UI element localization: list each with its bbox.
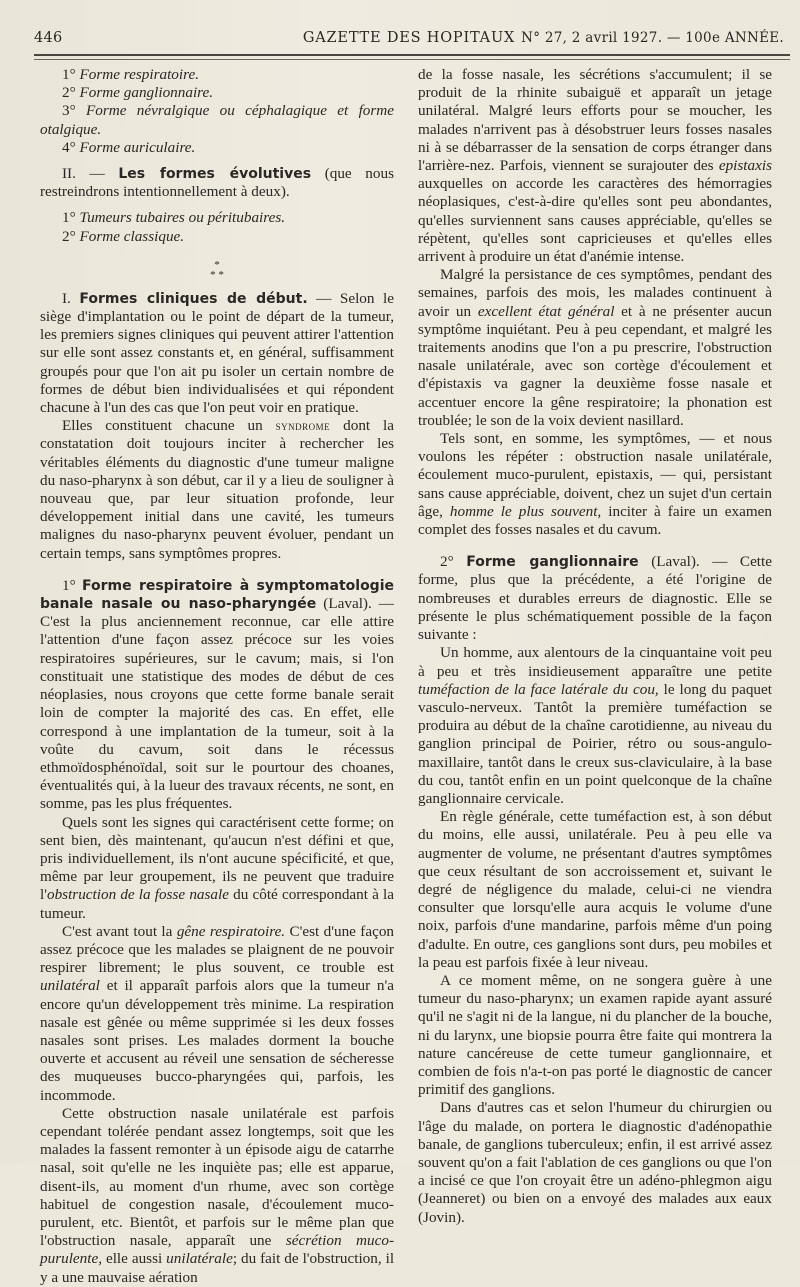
header-rule-thin (34, 59, 790, 60)
paragraph-gene: C'est avant tout la gêne respiratoire. C'est d'une façon assez précoce que les malades se plaignent de ne pouvoir respirer librement; le plus souvent, ce trouble est unilatéral et il apparaît parfois alors que la tumeur n'a encore qu'un développement très minime. La respiration nasale est gênée ou même supprimée si les deux fosses nasales sont prises. Les malades dorment la bouche ouverte et accusent au réveil une sensation de sécheresse des muqueuses bucco-pharyngées qui, parfois, les incommode. (40, 922, 395, 1104)
list-item: 2° Forme classique. (62, 227, 185, 245)
paragraph-formes-cliniques: I. Formes cliniques de début. — Selon le siège d'implantation ou le point de départ de la tumeur, les premiers signes cliniques qui peuvent attirer l'attention sur elle sont assez constants et, en général, suffisamment groupés pour que l'on ait pu isoler un certain nombre de formes de début bien individualisées et qui répondent chacune à l'un des cas que l'on peut voir en pratique. (40, 289, 394, 417)
section-ornament: * * * (210, 258, 224, 281)
paragraph-obstruction: Cette obstruction nasale unilatérale est parfois cependant tolérée pendant assez longtemps, soit que les malades la fassent remonter à un épisode aigu de catarrhe nasal, soit qu'elle ne les inquiète pas; elle est apparue, disent-ils, au moment d'un rhume, avec son cortège habituel de congestion nasale, d'écoulement muco-purulent, etc. Bientôt, et parfois sur le même plan que l'obstruction nasale, apparaît une sécrétion muco-purulente, elle aussi unilatérale; du fait de l'obstruction, il y a une mauvaise aération (40, 1104, 395, 1286)
paragraph-syndrome: Elles constituent chacune un syndrome dont la constatation doit toujours inciter à rechercher les véritables éléments du diagnostic d'une tumeur maligne du naso-pharynx à son début, car il y a lieu de souligner à nouveau que, par leur situation profonde, leur développement initial dans une cavité, les tumeurs malignes du naso-pharynx peuvent évoluer, pendant un certain temps, sans symptômes propres. (40, 417, 395, 562)
paragraph-malgre: Malgré la persistance de ces symptômes, pendant des semaines, parfois des mois, les malades continuent à avoir un excellent état général et à ne présenter aucun symptôme inquiétant. Peu à peu cependant, et malgré les traitements anodins que l'on a pu prescrire, l'obstruction nasale unilatérale, avec son cortège d'écoulement et d'épistaxis va gagner la deuxième fosse nasale et accentuer encore la gêne respiratoire; la phonation est troublée; le son de la voix devient nasillard. (418, 266, 773, 429)
paragraph-signes: Quels sont les signes qui caractérisent cette forme; on sent bien, dès maintenant, qu'aucun n'est défini et que, pris individuellement, ils n'ont aucune spécificité, et que, même par leur groupement, ils ne peuvent que traduire l'obstruction de la fosse nasale du côté correspondant à la tumeur. (40, 813, 395, 922)
list-item: 1° Forme respiratoire. (62, 66, 199, 83)
paragraph-forme-ganglionnaire: 2° Forme ganglionnaire (Laval). — Cette forme, plus que la précédente, a été l'origine de nombreuses et durables erreurs de diagnostic. Elle se présente le plus schématiquement possible de la façon suivante : (418, 553, 772, 644)
paragraph-continuation: de la fosse nasale, les sécrétions s'accumulent; il se produit de la rhinite subaiguë et apparaît un jetage unilatéral. Malgré leurs efforts pour se moucher, les malades n'arrivent pas à désobstruer leurs fosses nasales ni à se débarrasser de la sensation de corps étranger dans l'arrière-nez. Parfois, viennent se surajouter des epistaxis auxquelles on accorde les caractères des hémorragies néoplasiques, c'est-à-dire qu'elles sont peu abondantes, qu'elles surviennent sans causes appréciable, qu'elles se répètent, qu'elles sont capricieuses et qu'elles elles arrivent à produire un état d'anémie intense. (418, 66, 772, 266)
paragraph-forme-respiratoire: 1° Forme respiratoire à symptomatologie banale nasale ou naso-pharyngée (Laval). — C'est la plus anciennement reconnue, car elle attire l'attention d'une façon assez précoce sur les voies respiratoires supérieures, sur le cavum; mais, si l'on constituait une statistique des modes de début de ces néoplasies, nous croyons que cette forme banale serait loin de compter la majorité des cas. En effet, elle correspond à une implantation de la tumeur, soit à la voûte du cavum, soit dans le récessus ethmoïdosphénoïdal, soit sur le pourtour des choanes, éventualités qui, à la lueur des travaux récents, ne sont, en somme, pas les plus fréquentes. (40, 576, 394, 813)
header-rule (34, 54, 790, 56)
issue-info: N° 27, 2 avril 1927. — 100e ANNÉE. (521, 30, 784, 46)
right-column (418, 66, 772, 1227)
journal-title: GAZETTE DES HOPITAUX (302, 30, 516, 46)
section-heading-evolutives: II. — Les formes évolutives (que nous restreindrons intentionnellement à deux). (40, 165, 395, 201)
list-item: 3° Forme névralgique ou céphalagique et forme otalgique. (40, 102, 395, 138)
running-header (34, 30, 784, 52)
left-column (40, 66, 394, 1287)
list-item: 2° Forme ganglionnaire. (62, 84, 214, 102)
paragraph-autres-cas: Dans d'autres cas et selon l'humeur du chirurgien ou l'âge du malade, on portera le diagnostic d'adénopathie banale, de ganglions tuberculeux; enfin, il est arrivé assez souvent qu'on a fait l'ablation de ces ganglions ou que l'on a incisé ce que l'on croyait être un adéno-phlegmon aigu (Jeanneret) ou bien on a envoyé des malades aux eaux (Jovin). (418, 1099, 772, 1226)
paragraph-tels: Tels sont, en somme, les symptômes, — et nous voulons les répéter : obstruction nasale unilatérale, écoulement muco-purulent, epistaxis, — qui, persistant sans cause appréciable, doivent, chez un sujet d'un certain âge, homme le plus souvent, inciter à faire un examen complet des fosses nasales et du cavum. (418, 430, 773, 539)
list-item: 1° Tumeurs tubaires ou péritubaires. (62, 209, 286, 227)
paragraph-regle: En règle générale, cette tuméfaction est, à son début du moins, elle aussi, unilatérale. Peu à peu elle va augmenter de volume, ne présentant d'autres symptômes que ceux résultant de son accroissement et, suivant le degré de négligence du malade, celui-ci ne viendra consulter que lorsqu'elle aura acquis le volume d'une noix, parfois d'une mandarine, parfois même d'un poing d'adulte. En outre, ces ganglions sont durs, peu mobiles et la peau est parfois fixée à leur niveau. (418, 808, 772, 971)
paragraph-homme: Un homme, aux alentours de la cinquantaine voit peu à peu et très insidieusement apparaître une petite tuméfaction de la face latérale du cou, le long du paquet vasculo-nerveux. Tantôt la première tuméfaction se produira au début de la chaîne carotidienne, au niveau du ganglion principal de Poirier, rétro ou sous-angulo-maxillaire, tantôt dans le creux sus-claviculaire, à la base du cou, tantôt enfin en un point quelconque de la chaîne ganglionnaire cervicale. (418, 644, 772, 807)
list-item: 4° Forme auriculaire. (62, 138, 196, 156)
page-number: 446 (34, 30, 63, 46)
paragraph-moment: A ce moment même, on ne songera guère à une tumeur du naso-pharynx; un examen rapide ayant assuré qu'il ne s'agit ni de la langue, ni du plancher de la bouche, ni du larynx, une biopsie pourra être faite qui montrera la nature cancéreuse de cette tumeur ganglionnaire, et combien de fois n'a-t-on pas porté le diagnostic de cancer primitif des ganglions. (418, 971, 772, 1099)
